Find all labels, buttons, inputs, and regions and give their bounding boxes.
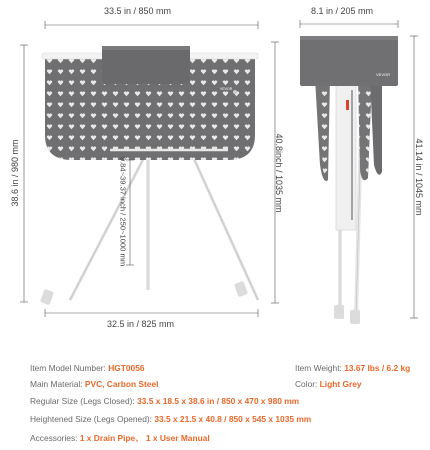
spec-label: Main Material:: [30, 379, 83, 389]
spec-value: 33.5 x 21.5 x 40.8 / 850 x 545 x 1035 mm: [154, 414, 312, 424]
spec-material: [30, 379, 158, 389]
spec-label: Item Weight:: [295, 363, 342, 373]
spec-weight: [295, 363, 430, 373]
total-height-label: 38.6 in / 980 mm: [10, 139, 20, 207]
top-width-label: 33.5 in / 850 mm: [104, 6, 172, 16]
spec-label: Item Model Number:: [30, 363, 106, 373]
spec-label: Regular Size (Legs Closed):: [30, 396, 135, 406]
spec-model: [30, 363, 145, 373]
spec-value: 1 x Drain Pipe、 1 x User Manual: [79, 433, 210, 443]
spec-label: Color:: [295, 379, 318, 389]
spec-label: Heightened Size (Legs Opened):: [30, 414, 152, 424]
spec-value: PVC, Carbon Steel: [84, 379, 159, 389]
tub-brand-mark: VEVOR: [220, 87, 233, 91]
bathtub-open-view: [40, 46, 258, 305]
folded-width-label: 8.1 in / 205 mm: [311, 6, 374, 16]
bathtub-folded-view: [300, 36, 398, 324]
raised-height-label: 40.8inch / 1035 mm: [274, 133, 284, 213]
spec-value: HGT0056: [108, 363, 145, 373]
specifications: [0, 356, 430, 450]
spec-regular-size: [30, 396, 299, 406]
spec-label: Accessories:: [30, 433, 78, 443]
folded-height-label: 41.14 in / 1045 mm: [414, 138, 424, 216]
spec-value: 33.5 x 18.5 x 38.6 in / 850 x 470 x 980 mm: [137, 396, 300, 406]
folded-brand-mark: VEVOR: [376, 72, 391, 77]
bottom-width-label: 32.5 in / 825 mm: [107, 319, 175, 329]
spec-heightened-size: [30, 414, 311, 424]
spec-accessories: [30, 432, 210, 444]
spec-value: Light Grey: [319, 379, 362, 389]
spec-value: 13.67 lbs / 6.2 kg: [344, 363, 411, 373]
spec-color: [295, 379, 430, 389]
adjust-range-label: 9.84~39.37 inch / 250~1000 mm: [118, 156, 128, 267]
